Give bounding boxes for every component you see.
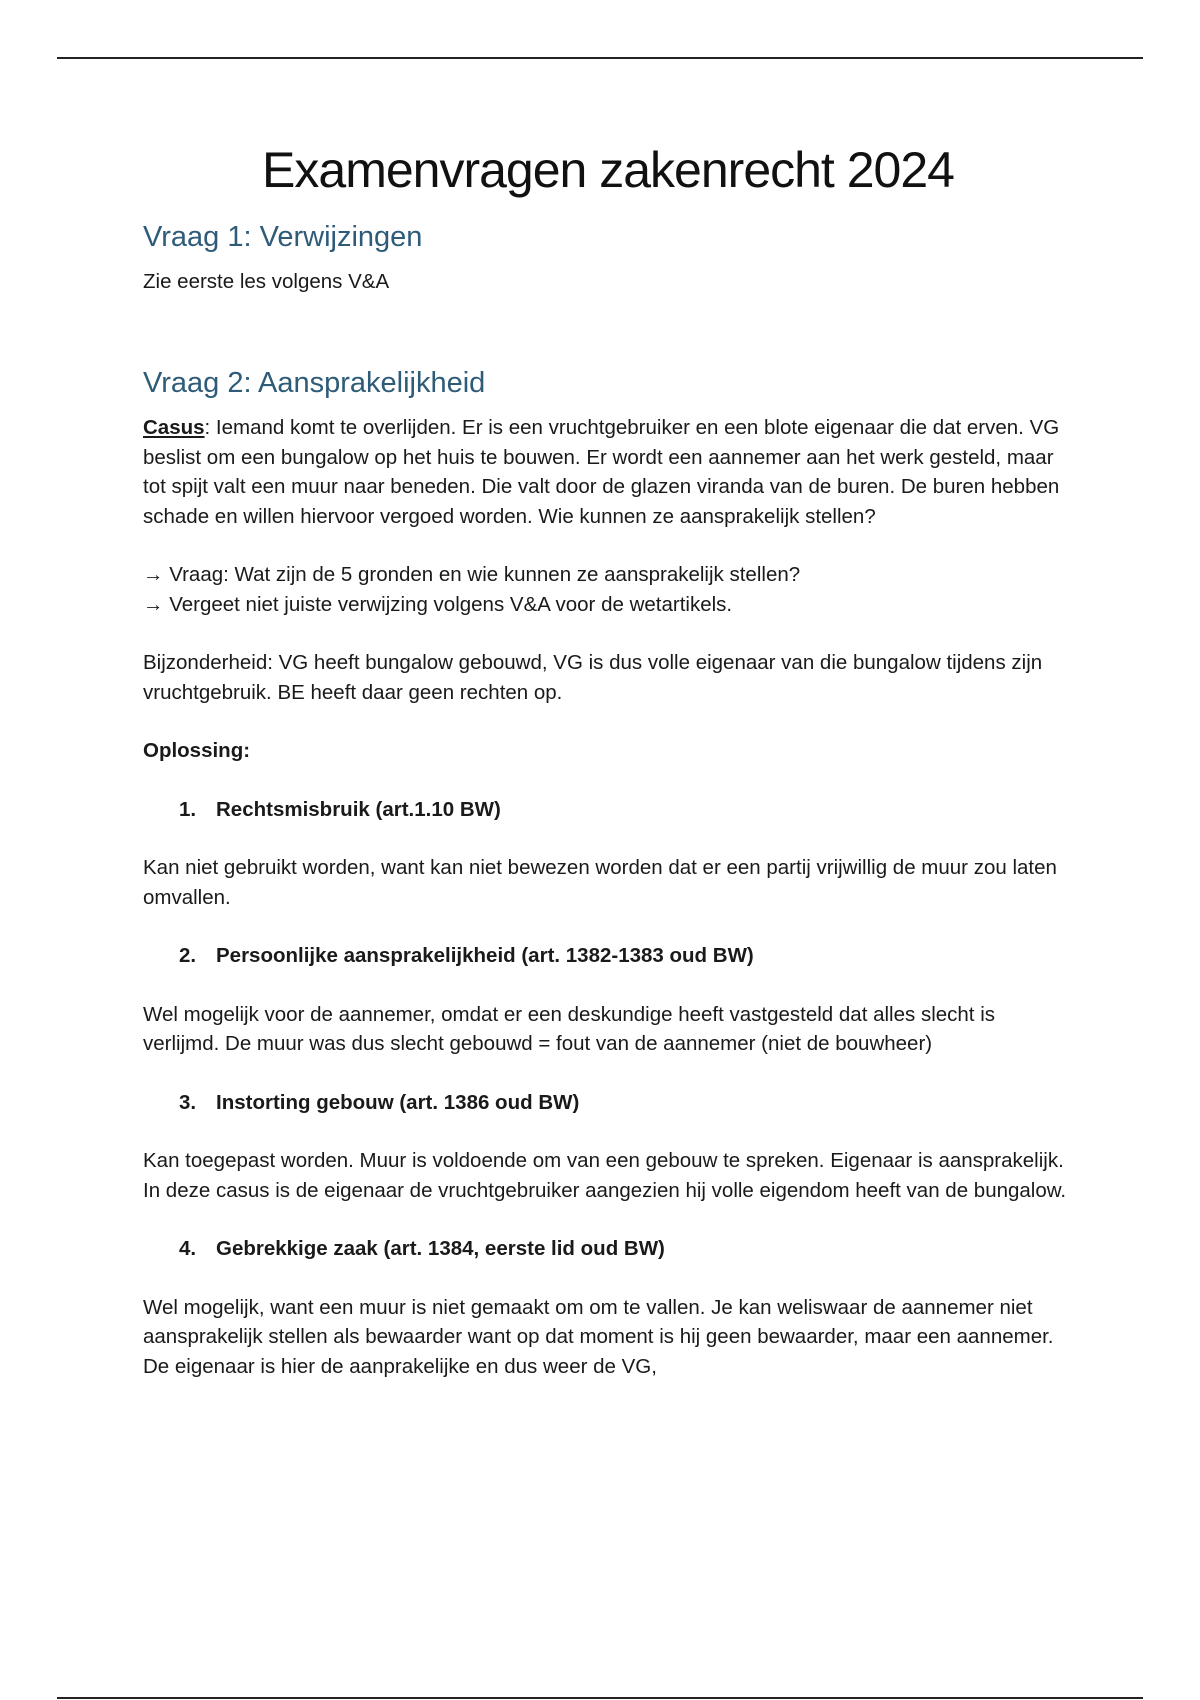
item-3-text: Kan toegepast worden. Muur is voldoende om van een gebouw te spreken. Eigenaar is aansprakelijk. In deze casus is de eigenaar de vruchtgebruiker aangezien hij volle eigendom heeft van de bungalow. bbox=[143, 1149, 1067, 1202]
instructions bbox=[143, 560, 1073, 619]
top-rule bbox=[57, 57, 1143, 59]
question-1-text: Zie eerste les volgens V&A bbox=[143, 269, 390, 293]
item-4-heading bbox=[143, 1234, 1073, 1264]
item-4-number: 4. bbox=[179, 1237, 197, 1261]
item-2-text: Wel mogelijk voor de aannemer, omdat er een deskundige heeft vastgesteld dat alles slecht is verlijmd. De muur was dus slecht gebouwd = fout van de aannemer (niet de bouwheer) bbox=[143, 1002, 996, 1056]
item-4-text: Wel mogelijk, want een muur is niet gemaakt om om te vallen. Je kan weliswaar de aannemer niet aansprakelijk stellen als bewaarder want op dat moment is hij geen bewaarder, maar een aannemer. De eigenaar is hier de aanprakelijke en dus weer de VG, bbox=[143, 1295, 1054, 1378]
arrow-line-1: → Vraag: Wat zijn de 5 gronden en wie kunnen ze aansprakelijk stellen? bbox=[143, 563, 801, 587]
item-2-heading bbox=[143, 941, 1073, 971]
item-1-text: Kan niet gebruikt worden, want kan niet bewezen worden dat er een partij vrijwillig de muur zou laten omvallen. bbox=[143, 856, 1057, 909]
item-1-title: Rechtsmisbruik (art.1.10 BW) bbox=[216, 797, 501, 821]
item-3-title: Instorting gebouw (art. 1386 oud BW) bbox=[216, 1090, 580, 1114]
casus-text: : Iemand komt te overlijden. Er is een vruchtgebruiker en een blote eigenaar die dat erven. VG beslist om een bungalow op het huis te bouwen. Er wordt een aannemer aan het werk gesteld, maar tot spijt valt een muur naar beneden. Die valt door de glazen viranda van de buren. De buren hebben schade en willen hiervoor vergoed worden. Wie kunnen ze aansprakelijk stellen? bbox=[143, 416, 1060, 528]
bottom-rule bbox=[57, 1697, 1143, 1699]
item-2-number: 2. bbox=[179, 944, 197, 968]
arrow-line-2: → Vergeet niet juiste verwijzing volgens V&A voor de wetartikels. bbox=[143, 592, 733, 616]
document-page bbox=[143, 140, 1073, 1381]
document-title: Examenvragen zakenrecht 2024 bbox=[262, 142, 954, 198]
casus-paragraph bbox=[143, 413, 1073, 531]
oplossing-label: Oplossing: bbox=[143, 739, 251, 763]
item-4-title: Gebrekkige zaak (art. 1384, eerste lid oud BW) bbox=[216, 1237, 665, 1261]
casus-label: Casus bbox=[143, 416, 205, 440]
item-1-number: 1. bbox=[179, 797, 197, 821]
item-1-heading bbox=[143, 795, 1073, 825]
item-3-number: 3. bbox=[179, 1090, 197, 1114]
question-2-heading: Vraag 2: Aansprakelijkheid bbox=[143, 367, 486, 400]
bijzonderheid-paragraph: Bijzonderheid: VG heeft bungalow gebouwd, VG is dus volle eigenaar van die bungalow tijdens zijn vruchtgebruik. BE heeft daar geen rechten op. bbox=[143, 651, 1043, 704]
item-3-heading bbox=[143, 1088, 1073, 1118]
item-2-title: Persoonlijke aansprakelijkheid (art. 1382-1383 oud BW) bbox=[216, 944, 754, 968]
question-1-heading: Vraag 1: Verwijzingen bbox=[143, 221, 423, 253]
